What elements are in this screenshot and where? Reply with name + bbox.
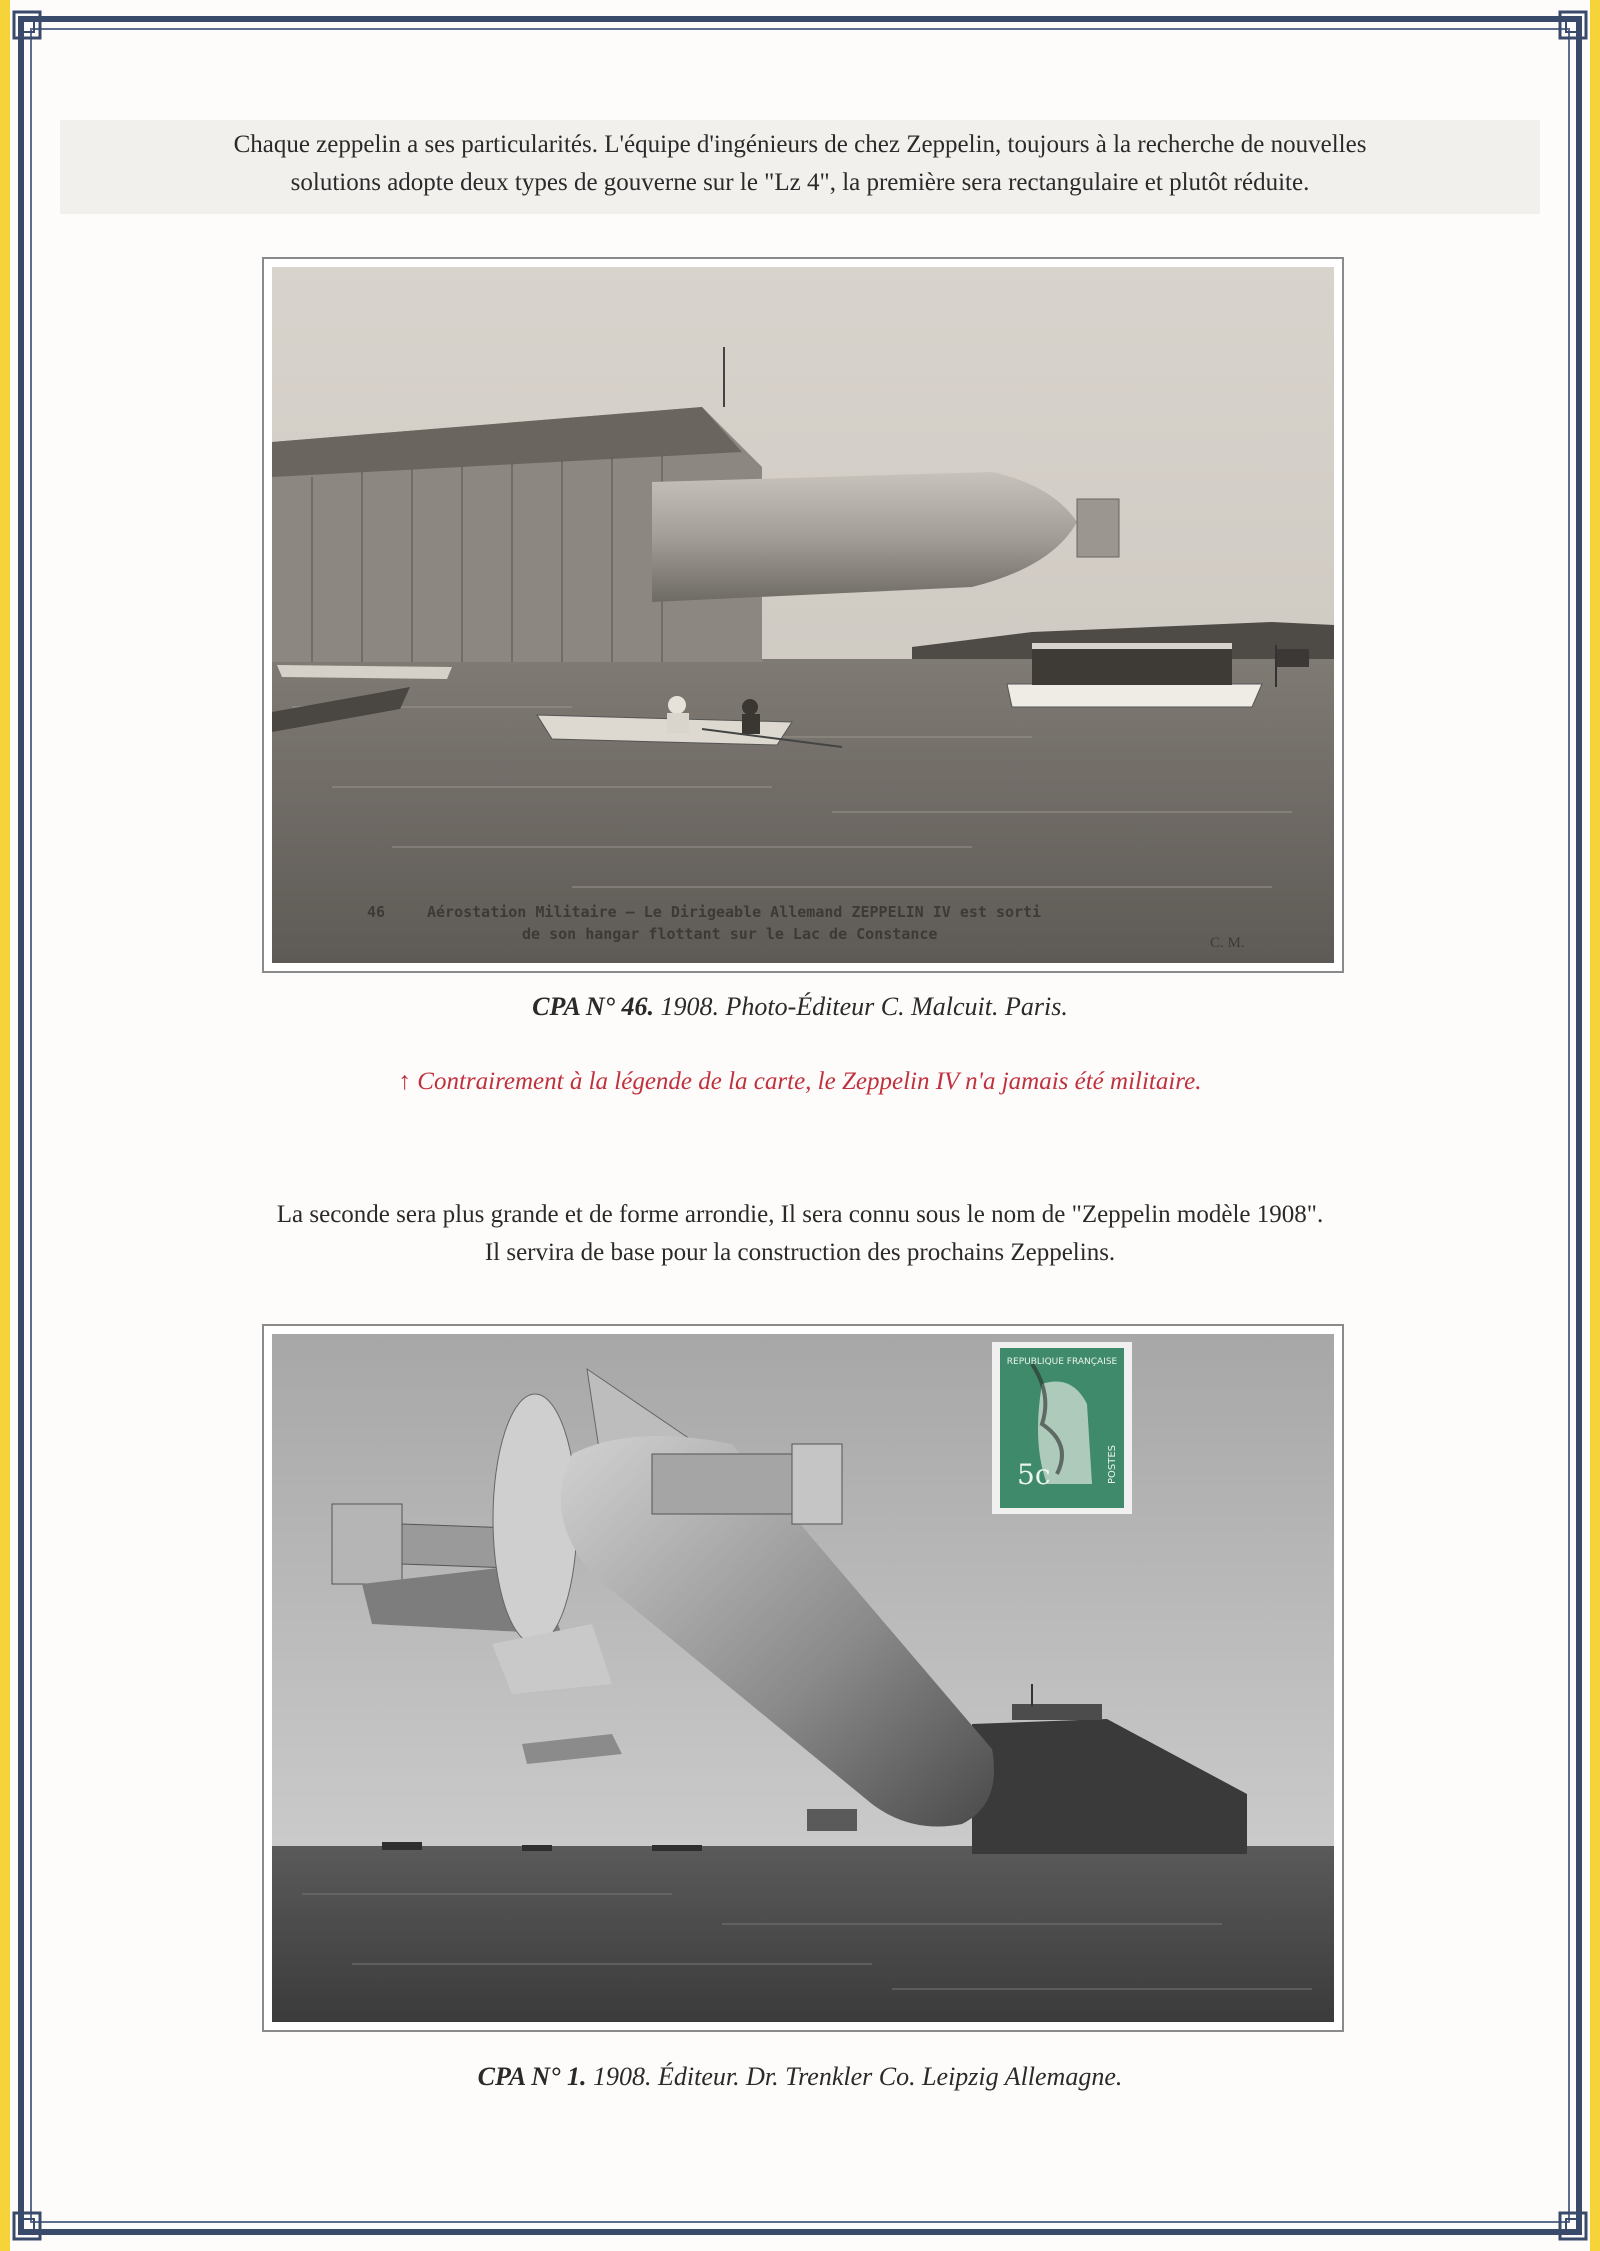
corner-ornament-top-right	[1556, 8, 1590, 42]
postcard-1-number: 46	[367, 903, 386, 921]
postcard-2-frame	[262, 1324, 1344, 2032]
postcard-1-caption-ref: CPA N° 46.	[532, 992, 655, 1021]
postcard-1-legend-line-1: Aérostation Militaire — Le Dirigeable Allemand ZEPPELIN IV est sorti	[427, 903, 1042, 921]
corner-ornament-bottom-left	[10, 2209, 44, 2243]
right-page-edge	[1590, 0, 1600, 2251]
corner-ornament-bottom-right	[1556, 2209, 1590, 2243]
postcard-1-publisher-mark: C. M.	[1210, 935, 1245, 951]
postcard-2-photo	[272, 1334, 1334, 2022]
postage-stamp	[992, 1342, 1132, 1514]
middle-paragraph	[60, 1196, 1540, 1272]
correction-note	[60, 1068, 1540, 1096]
middle-line-1: La seconde sera plus grande et de forme arrondie, Il sera connu sous le nom de "Zeppelin modèle 1908".	[276, 1201, 1324, 1228]
stamp-value: 5c	[1017, 1458, 1051, 1491]
correction-note-text: Contrairement à la légende de la carte, le Zeppelin IV n'a jamais été militaire.	[411, 1068, 1202, 1095]
postcard-2-caption	[60, 2062, 1540, 2092]
intro-line-1: Chaque zeppelin a ses particularités. L'équipe d'ingénieurs de chez Zeppelin, toujours à la recherche de nouvelles	[233, 131, 1367, 158]
intro-line-2: solutions adopte deux types de gouverne sur le "Lz 4", la première sera rectangulaire et plutôt réduite.	[290, 169, 1310, 196]
postcard-1-legend-line-2: de son hangar flottant sur le Lac de Constance	[522, 925, 938, 943]
stamp-country: REPUBLIQUE FRANÇAISE	[1006, 1357, 1118, 1367]
intro-paragraph	[60, 120, 1540, 214]
postcard-1-frame	[262, 257, 1344, 973]
postcard-2-caption-text: 1908. Éditeur. Dr. Trenkler Co. Leipzig Allemagne.	[586, 2062, 1123, 2091]
postcard-1-caption	[60, 992, 1540, 1022]
arrow-up-icon: ↑	[398, 1068, 412, 1095]
postcard-2-caption-ref: CPA N° 1.	[477, 2062, 587, 2091]
stamp-postes: POSTES	[1107, 1444, 1118, 1484]
postcard-1-photo	[272, 267, 1334, 963]
corner-ornament-top-left	[10, 8, 44, 42]
left-page-edge	[0, 0, 10, 2251]
postcard-1-caption-text: 1908. Photo-Éditeur C. Malcuit. Paris.	[654, 992, 1068, 1021]
middle-line-2: Il servira de base pour la construction des prochains Zeppelins.	[484, 1239, 1116, 1266]
